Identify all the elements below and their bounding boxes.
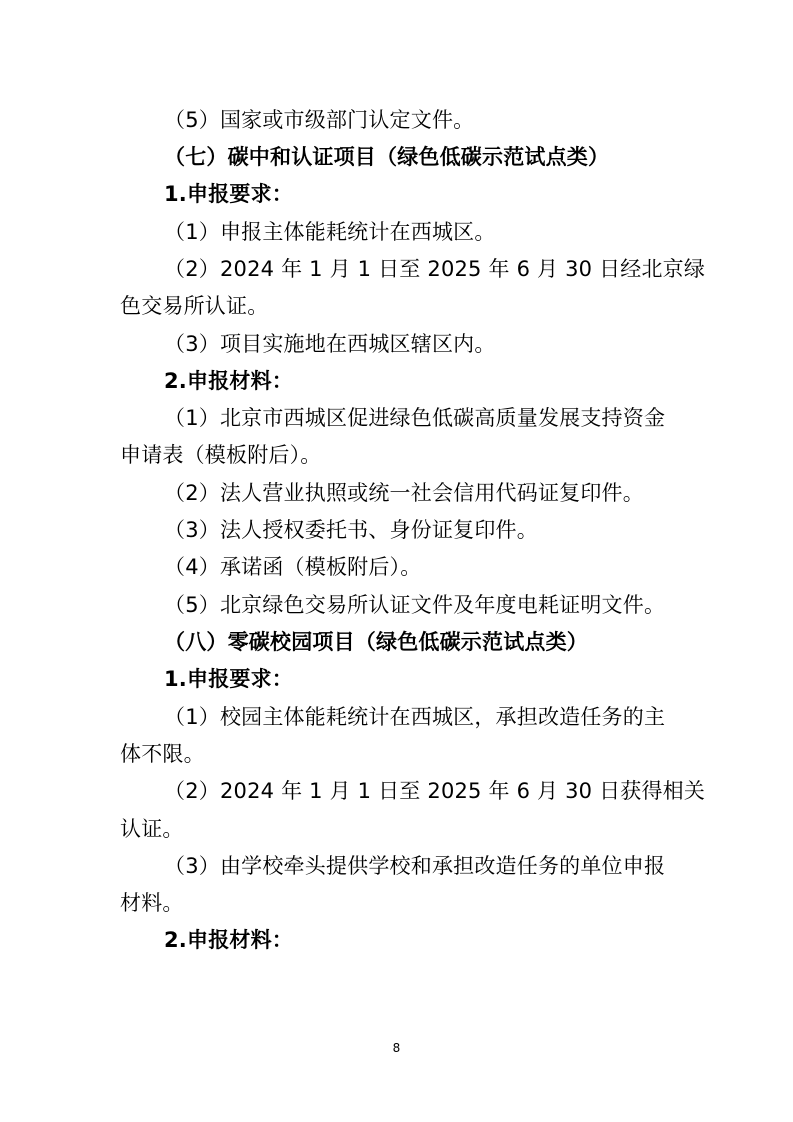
material-item-1-continuation: 申请表（模板附后）。 [120, 443, 322, 467]
campus-requirement-item-2: （2）2024 年 1 月 1 日至 2025 年 6 月 30 日获得相关 [164, 779, 706, 803]
campus-requirement-item-2-continuation: 认证。 [120, 817, 184, 841]
requirement-item-2: （2）2024 年 1 月 1 日至 2025 年 6 月 30 日经北京绿 [164, 257, 706, 281]
subheading-application-requirements: 1.申报要求： [164, 182, 293, 206]
requirement-item-2-continuation: 色交易所认证。 [120, 294, 269, 318]
material-item-4: （4）承诺函（模板附后）。 [164, 555, 422, 579]
subheading-application-requirements-2: 1.申报要求： [164, 667, 293, 691]
material-item-3: （3）法人授权委托书、身份证复印件。 [164, 518, 538, 542]
item-national-or-municipal-certification: （5）国家或市级部门认定文件。 [164, 108, 475, 132]
requirement-item-3: （3）项目实施地在西城区辖区内。 [164, 332, 496, 356]
material-item-5: （5）北京绿色交易所认证文件及年度电耗证明文件。 [164, 593, 666, 617]
subheading-application-materials: 2.申报材料： [164, 369, 293, 393]
material-item-2: （2）法人营业执照或统一社会信用代码证复印件。 [164, 481, 644, 505]
requirement-item-1: （1）申报主体能耗统计在西城区。 [164, 220, 496, 244]
subheading-application-materials-2: 2.申报材料： [164, 928, 293, 952]
campus-requirement-item-1: （1）校园主体能耗统计在西城区，承担改造任务的主 [164, 705, 666, 729]
material-item-1: （1）北京市西城区促进绿色低碳高质量发展支持资金 [164, 406, 666, 430]
page-number: 8 [392, 1041, 401, 1055]
section-heading-carbon-neutral-certification: （七）碳中和认证项目（绿色低碳示范试点类） [164, 145, 610, 169]
section-heading-zero-carbon-campus: （八）零碳校园项目（绿色低碳示范试点类） [164, 630, 588, 654]
campus-requirement-item-3-continuation: 材料。 [120, 891, 184, 915]
campus-requirement-item-1-continuation: 体不限。 [120, 742, 205, 766]
campus-requirement-item-3: （3）由学校牵头提供学校和承担改造任务的单位申报 [164, 854, 666, 878]
